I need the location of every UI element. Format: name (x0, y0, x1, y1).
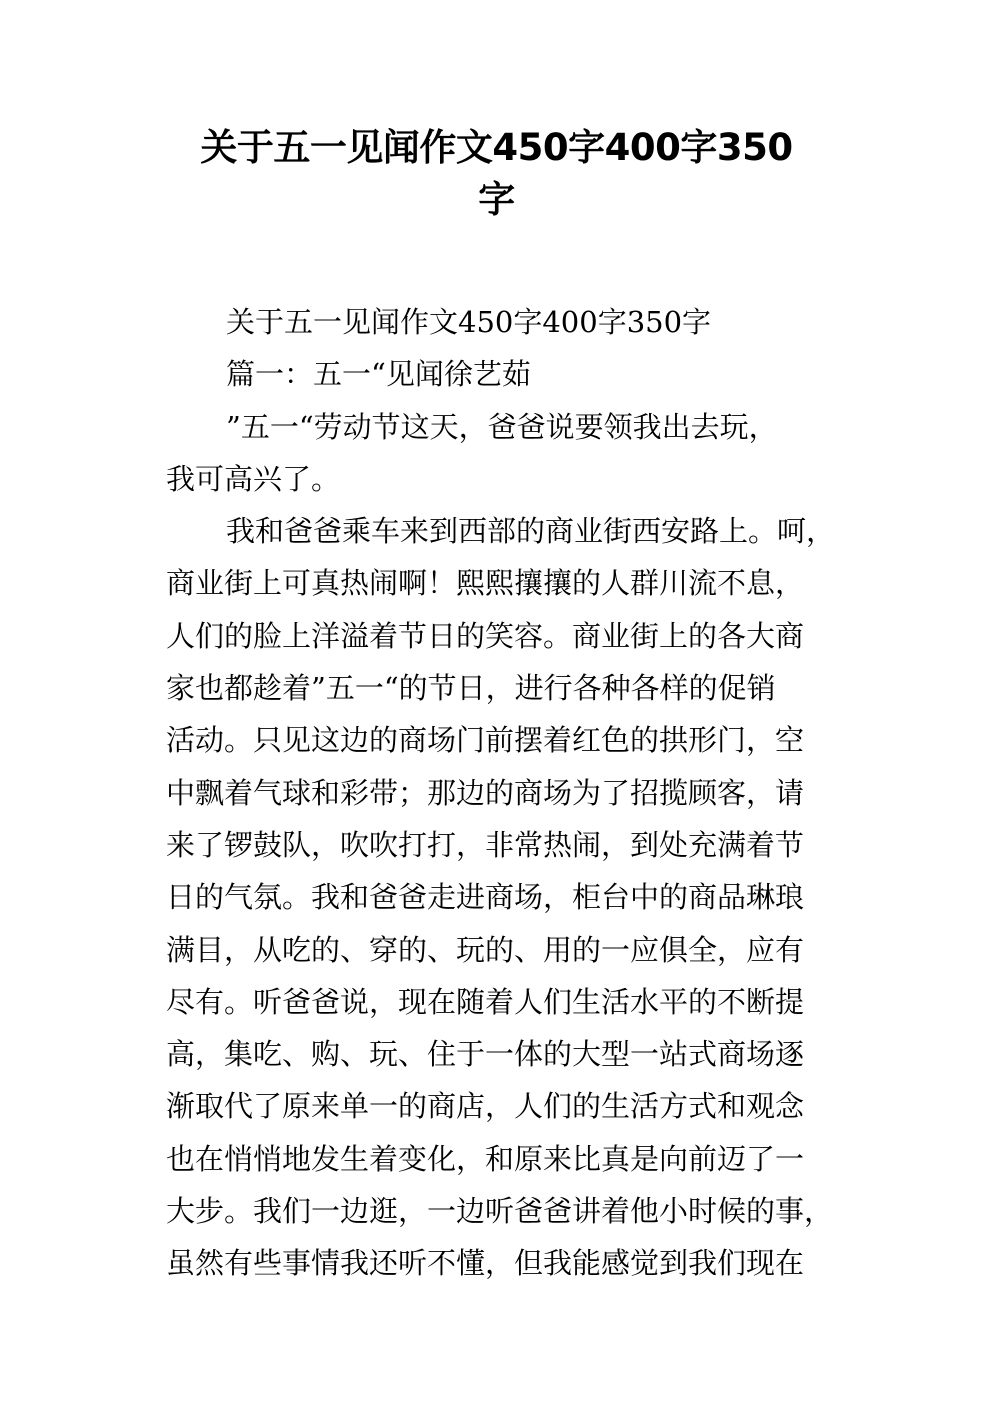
document-title (160, 122, 833, 226)
body-line: 大步。我们一边逛，一边听爸爸讲着他小时候的事， (166, 1194, 834, 1229)
title-line-1: 关于五一见闻作文450字400字350 (200, 126, 793, 169)
body-line: 我和爸爸乘车来到西部的商业街西安路上。呵， (226, 514, 836, 549)
body-line: 来了锣鼓队，吹吹打打，非常热闹，到处充满着节 (166, 827, 805, 862)
body-line: 尽有。听爸爸说，现在随着人们生活水平的不断提 (166, 984, 805, 1019)
body-line: 活动。只见这边的商场门前摆着红色的拱形门，空 (166, 723, 805, 758)
title-line-2: 字 (478, 178, 515, 221)
body-line: 渐取代了原来单一的商店，人们的生活方式和观念 (166, 1089, 805, 1124)
body-line: 家也都趁着”五一“的节日，进行各种各样的促销 (166, 671, 776, 706)
body-line: 满目，从吃的、穿的、玩的、用的一应俱全，应有 (166, 932, 805, 967)
body-line: 人们的脸上洋溢着节日的笑容。商业街上的各大商 (166, 618, 805, 653)
body-line: ”五一“劳动节这天，爸爸说要领我出去玩， (226, 409, 778, 444)
body-line: 虽然有些事情我还听不懂，但我能感觉到我们现在 (166, 1246, 805, 1281)
body-line: 中飘着气球和彩带；那边的商场为了招揽顾客，请 (166, 775, 805, 810)
document-body (166, 296, 846, 1290)
body-line: 篇一：五一“见闻徐艺茹 (226, 357, 531, 392)
body-line: 商业街上可真热闹啊！熙熙攘攘的人群川流不息， (166, 566, 805, 601)
body-line: 也在悄悄地发生着变化，和原来比真是向前迈了一 (166, 1141, 805, 1176)
body-line: 高，集吃、购、玩、住于一体的大型一站式商场逐 (166, 1037, 805, 1072)
body-line: 我可高兴了。 (166, 461, 341, 496)
body-line: 日的气氛。我和爸爸走进商场，柜台中的商品琳琅 (166, 880, 805, 915)
body-line: 关于五一见闻作文450字400字350字 (226, 305, 712, 339)
